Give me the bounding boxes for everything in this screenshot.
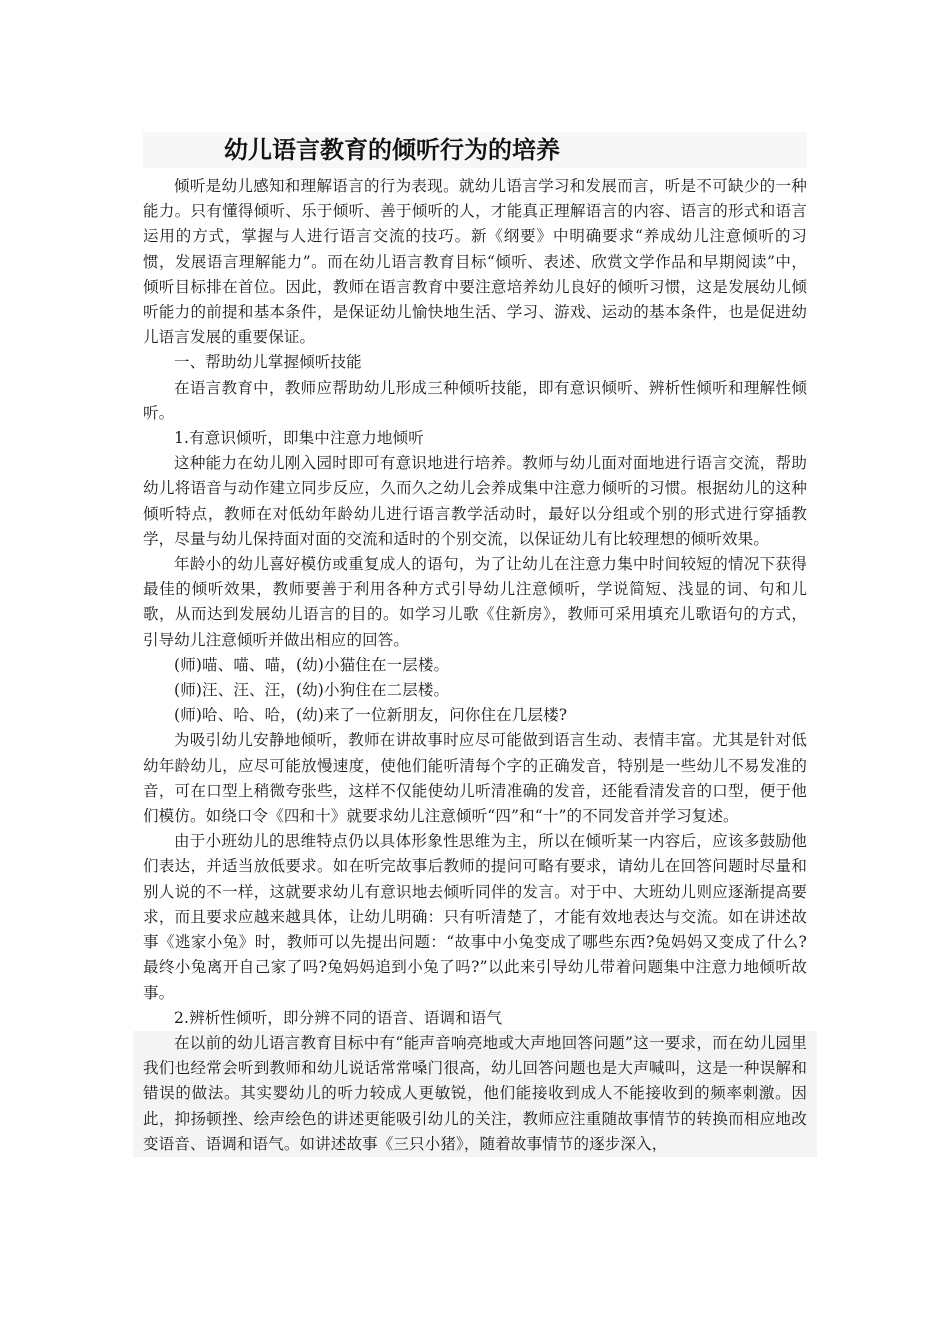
- rhyme-line-3: (师)哈、哈、哈，(幼)来了一位新朋友，问你住在几层楼?: [174, 706, 568, 725]
- rhyme-line-2: (师)汪、汪、汪，(幼)小狗住在二层楼。: [174, 681, 450, 700]
- section-heading-1: 一、帮助幼儿掌握倾听技能: [174, 353, 362, 372]
- paragraph-conscious-listening: 这种能力在幼儿刚入园时即可有意识地进行培养。教师与幼儿面对面地进行语言交流，帮助幼儿将语音与动作建立同步反应，久而久之幼儿会养成集中注意力倾听的习惯。根据幼儿的这种倾听特点，教师在对低幼年龄幼儿进行语言教学活动时，最好以分组或个别的形式进行穿插教学，尽量与幼儿保持面对面的交流和适时的个别交流，以保证幼儿有比较理想的倾听效果。: [143, 454, 807, 548]
- document-title: 幼儿语言教育的倾听行为的培养: [224, 135, 560, 164]
- paragraph-intro: 倾听是幼儿感知和理解语言的行为表现。就幼儿语言学习和发展而言，听是不可缺少的一种能力。只有懂得倾听、乐于倾听、善于倾听的人，才能真正理解语言的内容、语言的形式和语言运用的方式，掌握与人进行语言交流的技巧。新《纲要》中明确要求“养成幼儿注意倾听的习惯，发展语言理解能力”。而在幼儿语言教育目标“倾听、表述、欣赏文学作品和早期阅读”中，倾听目标排在首位。因此，教师在语言教育中要注意培养幼儿良好的倾听习惯，这是发展幼儿倾听能力的前提和基本条件，是保证幼儿愉快地生活、学习、游戏、运动的基本条件，也是促进幼儿语言发展的重要保证。: [143, 177, 807, 347]
- paragraph-three-skills: 在语言教育中，教师应帮助幼儿形成三种倾听技能，即有意识倾听、辨析性倾听和理解性倾听。: [143, 378, 807, 422]
- rhyme-line-1: (师)喵、喵、喵，(幼)小猫住在一层楼。: [174, 655, 450, 674]
- subheading-2: 2.辨析性倾听，即分辨不同的语音、语调和语气: [174, 1008, 503, 1027]
- subheading-1: 1.有意识倾听，即集中注意力地倾听: [174, 429, 424, 448]
- paragraph-small-class: 由于小班幼儿的思维特点仍以具体形象性思维为主，所以在倾听某一内容后，应该多鼓励他们表达，并适当放低要求。如在听完故事后教师的提问可略有要求，请幼儿在回答问题时尽量和别人说的不一样，这就要求幼儿有意识地去倾听同伴的发言。对于中、大班幼儿则应逐渐提高要求，而且要求应越来越具体，让幼儿明确：只有听清楚了，才能有效地表达与交流。如在讲述故事《逃家小兔》时，教师可以先提出问题：“故事中小兔变成了哪些东西?兔妈妈又变成了什么?最终小兔离开自己家了吗?兔妈妈追到小兔了吗?”以此来引导幼儿带着问题集中注意力地倾听故事。: [143, 832, 807, 1002]
- document-body: [143, 174, 807, 1157]
- paragraph-young-children: 年龄小的幼儿喜好模仿或重复成人的语句，为了让幼儿在注意力集中时间较短的情况下获得最佳的倾听效果，教师要善于利用各种方式引导幼儿注意倾听，学说简短、浅显的词、句和儿歌，从而达到发展幼儿语言的目的。如学习儿歌《住新房》，教师可采用填充儿歌语句的方式，引导幼儿注意倾听并做出相应的回答。: [143, 555, 807, 649]
- paragraph-storytelling: 为吸引幼儿安静地倾听，教师在讲故事时应尽可能做到语言生动、表情丰富。尤其是针对低幼年龄幼儿，应尽可能放慢速度，使他们能听清每个字的正确发音，特别是一些幼儿不易发准的音，可在口型上稍微夸张些，这样不仅能使幼儿听清准确的发音，还能看清发音的口型，便于他们模仿。如绕口令《四和十》就要求幼儿注意倾听“四”和“十”的不同发音并学习复述。: [143, 731, 807, 826]
- paragraph-discriminative-listening: 在以前的幼儿语言教育目标中有“能声音响亮地或大声地回答问题”这一要求，而在幼儿园里我们也经常会听到教师和幼儿说话常常嗓门很高，幼儿回答问题也是大声喊叫，这是一种误解和错误的做法。其实婴幼儿的听力较成人更敏锐，他们能接收到成人不能接收到的频率刺激。因此，抑扬顿挫、绘声绘色的讲述更能吸引幼儿的关注，教师应注重随故事情节的转换而相应地改变语音、语调和语气。如讲述故事《三只小猪》，随着故事情节的逐步深入，: [133, 1031, 817, 1157]
